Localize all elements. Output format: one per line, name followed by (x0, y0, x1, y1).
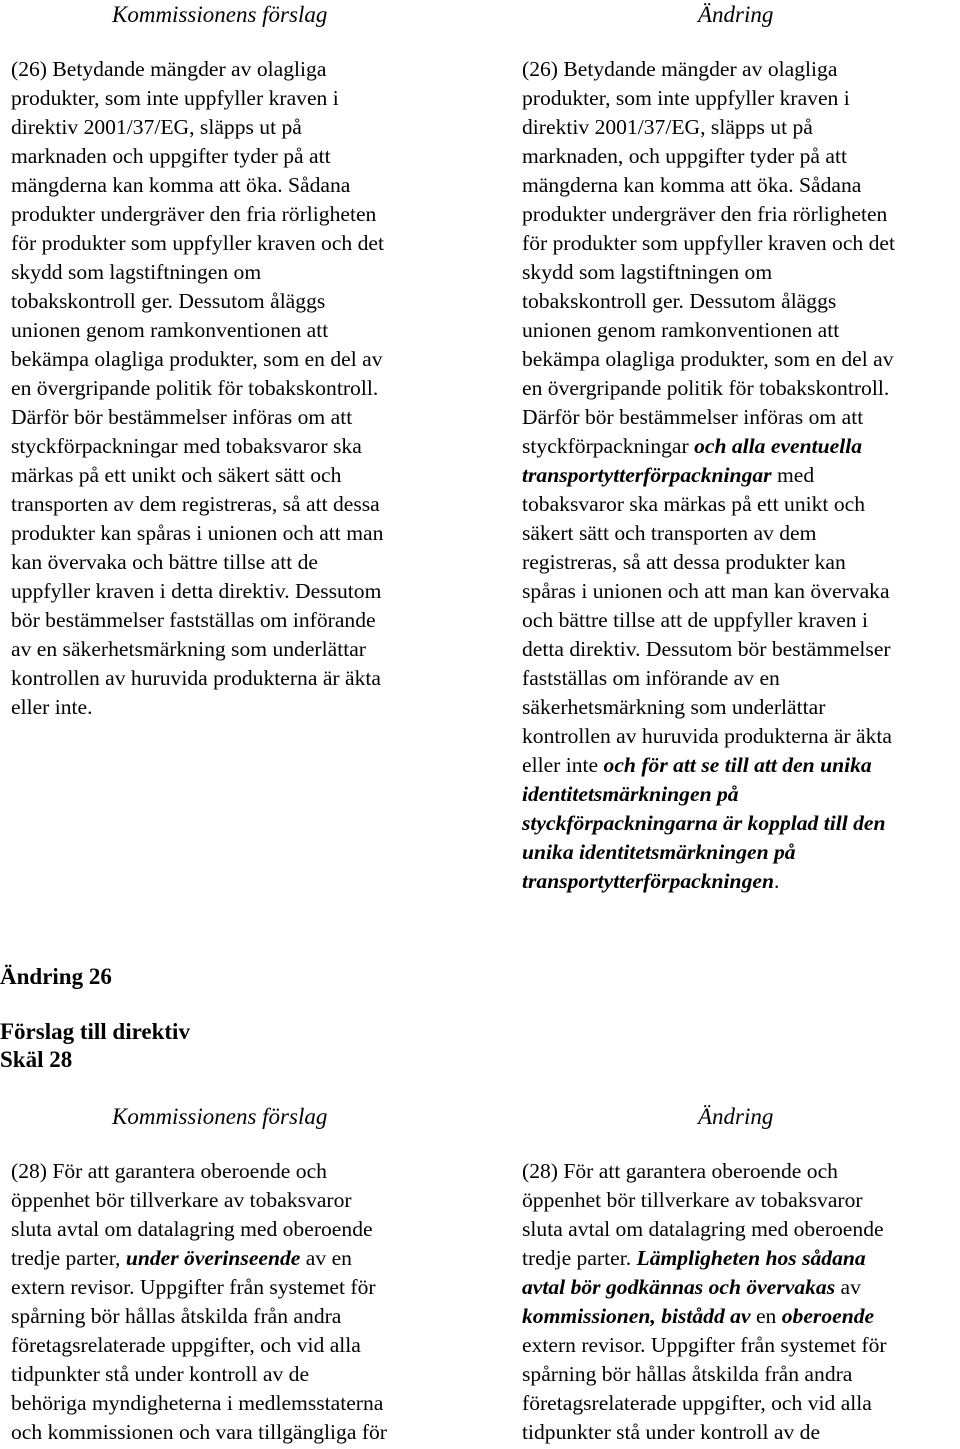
text-line: direktiv 2001/37/EG, släpps ut på (11, 115, 302, 139)
emphasized-text: Lämpligheten hos sådana (636, 1246, 866, 1270)
right-column-header-2: Ändring (698, 1104, 774, 1129)
text-line: produkter kan spåras i unionen och att man (11, 521, 384, 545)
text-line (11, 1389, 387, 1418)
text-segment: fastställas om införande av en (522, 666, 780, 690)
text-segment: . (773, 869, 780, 893)
emphasized-text: under överinseende (125, 1246, 301, 1270)
text-segment: kontrollen av huruvida produkterna är äkta (522, 724, 892, 748)
text-segment: (28) För att garantera oberoende och (522, 1159, 838, 1183)
text-line (522, 1157, 887, 1186)
text-segment: eller inte (522, 753, 604, 777)
emphasized-text: styckförpackningarna är kopplad till den (522, 811, 886, 835)
text-segment: direktiv 2001/37/EG, släpps ut på (522, 115, 813, 139)
text-segment: unionen genom ramkonventionen att (522, 318, 840, 342)
text-line: produkter, som inte uppfyller kraven i (11, 86, 339, 110)
text-segment: av en (300, 1246, 352, 1270)
text-line (11, 1302, 387, 1331)
text-segment: tidpunkter stå under kontroll av de (522, 1420, 821, 1444)
text-segment: produkter undergräver den fria rörligheten (522, 202, 888, 226)
emphasized-text: unika identitetsmärkningen på (522, 840, 796, 864)
text-segment: marknaden, och uppgifter tyder på att (522, 144, 847, 168)
text-line (522, 693, 895, 722)
text-line (522, 432, 895, 461)
text-line (522, 780, 895, 809)
emphasized-text: oberoende (781, 1304, 875, 1328)
text-line: marknaden och uppgifter tyder på att (11, 144, 331, 168)
emphasized-text: avtal bör godkännas och övervakas (522, 1275, 836, 1299)
text-line: bör bestämmelser fastställas om införande (11, 608, 376, 632)
text-line (522, 1389, 887, 1418)
text-segment: mängderna kan komma att öka. Sådana (522, 173, 862, 197)
proposal-title: Förslag till direktiv (0, 1019, 190, 1044)
text-segment: för produkter som uppfyller kraven och det (522, 231, 895, 255)
text-line (522, 200, 895, 229)
emphasized-text: och för att se till att den unika (603, 753, 872, 777)
text-line (522, 345, 895, 374)
text-line (11, 1418, 387, 1447)
text-line (522, 113, 895, 142)
emphasized-text: och alla eventuella (694, 434, 863, 458)
text-line: styckförpackningar med tobaksvaror ska (11, 434, 362, 458)
text-line (522, 751, 895, 780)
text-line (522, 548, 895, 577)
text-segment: sluta avtal om datalagring med oberoende (522, 1217, 884, 1241)
text-line (522, 809, 895, 838)
left-column-header-2: Kommissionens förslag (112, 1104, 328, 1129)
text-line (522, 1418, 887, 1447)
text-line (11, 1273, 387, 1302)
text-segment: produkter, som inte uppfyller kraven i (522, 86, 850, 110)
text-segment: (26) Betydande mängder av olagliga (522, 57, 838, 81)
text-line (522, 722, 895, 751)
text-line (522, 606, 895, 635)
text-segment: registreras, så att dessa produkter kan (522, 550, 846, 574)
text-segment: tidpunkter stå under kontroll av de (11, 1362, 310, 1386)
text-line (522, 461, 895, 490)
text-line: mängderna kan komma att öka. Sådana (11, 173, 351, 197)
amendment-recital-28 (522, 1157, 887, 1447)
left-column-header: Kommissionens förslag (112, 2, 328, 27)
text-line (11, 1360, 387, 1389)
text-line (11, 1186, 387, 1215)
commission-proposal-recital-28 (11, 1157, 387, 1447)
text-line (11, 1331, 387, 1360)
recital-reference: Skäl 28 (0, 1047, 73, 1072)
text-line (522, 229, 895, 258)
text-line (522, 374, 895, 403)
text-segment: säkerhetsmärkning som underlättar (522, 695, 826, 719)
text-line (522, 171, 895, 200)
text-segment: sluta avtal om datalagring med oberoende (11, 1217, 373, 1241)
text-segment: skydd som lagstiftningen om (522, 260, 773, 284)
text-segment: öppenhet bör tillverkare av tobaksvaror (522, 1188, 863, 1212)
text-segment: en (750, 1304, 782, 1328)
text-line (11, 1157, 387, 1186)
text-line (522, 287, 895, 316)
text-segment: tobaksvaror ska märkas på ett unikt och (522, 492, 866, 516)
text-segment: tobakskontroll ger. Dessutom åläggs (522, 289, 837, 313)
amendment-number: Ändring 26 (0, 964, 112, 989)
text-line (522, 635, 895, 664)
text-line (522, 838, 895, 867)
text-line: en övergripande politik för tobakskontroll. (11, 376, 379, 400)
text-line (522, 142, 895, 171)
text-line (522, 867, 895, 896)
amendment-recital-26 (522, 55, 895, 896)
text-line (522, 1331, 887, 1360)
text-line (522, 1215, 887, 1244)
text-segment: och bättre tillse att de uppfyller kraven i (522, 608, 868, 632)
emphasized-text: transportytterförpackningen (522, 869, 774, 893)
text-segment: öppenhet bör tillverkare av tobaksvaror (11, 1188, 352, 1212)
text-line (522, 84, 895, 113)
text-line (522, 1360, 887, 1389)
text-line: tobakskontroll ger. Dessutom åläggs (11, 289, 326, 313)
text-segment: bekämpa olagliga produkter, som en del av (522, 347, 894, 371)
text-segment: styckförpackningar (522, 434, 695, 458)
commission-proposal-recital-26 (11, 55, 384, 722)
text-segment: spårning bör hållas åtskilda från andra (11, 1304, 342, 1328)
text-line: (26) Betydande mängder av olagliga (11, 57, 327, 81)
text-segment: behöriga myndigheterna i medlemsstaterna (11, 1391, 384, 1415)
text-segment: spårning bör hållas åtskilda från andra (522, 1362, 853, 1386)
text-line (522, 1244, 887, 1273)
text-line (522, 664, 895, 693)
text-segment: en övergripande politik för tobakskontroll. (522, 376, 890, 400)
text-line: av en säkerhetsmärkning som underlättar (11, 637, 366, 661)
text-line: kan övervaka och bättre tillse att de (11, 550, 318, 574)
text-line: eller inte. (11, 695, 93, 719)
text-segment: extern revisor. Uppgifter från systemet för (11, 1275, 376, 1299)
text-line (522, 519, 895, 548)
text-segment: extern revisor. Uppgifter från systemet för (522, 1333, 887, 1357)
text-segment: (28) För att garantera oberoende och (11, 1159, 327, 1183)
text-segment: tredje parter, (11, 1246, 126, 1270)
text-line (522, 1302, 887, 1331)
text-segment: säkert sätt och transporten av dem (522, 521, 817, 545)
text-segment: av (835, 1275, 861, 1299)
text-line (522, 55, 895, 84)
text-line (522, 1273, 887, 1302)
text-segment: och kommissionen och vara tillgängliga för (11, 1420, 388, 1444)
text-line (11, 1244, 387, 1273)
text-line: transporten av dem registreras, så att dessa (11, 492, 380, 516)
text-line: kontrollen av huruvida produkterna är äkta (11, 666, 381, 690)
text-line (522, 1186, 887, 1215)
text-segment: med (771, 463, 815, 487)
right-column-header: Ändring (698, 2, 774, 27)
text-line (522, 316, 895, 345)
text-line (522, 258, 895, 287)
emphasized-text: kommissionen, bistådd av (522, 1304, 751, 1328)
emphasized-text: identitetsmärkningen på (522, 782, 739, 806)
text-line: märkas på ett unikt och säkert sätt och (11, 463, 342, 487)
text-segment: detta direktiv. Dessutom bör bestämmelser (522, 637, 891, 661)
text-line (522, 403, 895, 432)
text-line (522, 577, 895, 606)
text-segment: företagsrelaterade uppgifter, och vid alla (11, 1333, 361, 1357)
text-line: bekämpa olagliga produkter, som en del av (11, 347, 383, 371)
text-line: unionen genom ramkonventionen att (11, 318, 329, 342)
text-segment: företagsrelaterade uppgifter, och vid alla (522, 1391, 872, 1415)
text-segment: Därför bör bestämmelser införas om att (522, 405, 864, 429)
text-line: skydd som lagstiftningen om (11, 260, 262, 284)
text-segment: tredje parter. (522, 1246, 637, 1270)
text-line: Därför bör bestämmelser införas om att (11, 405, 353, 429)
text-line (11, 1215, 387, 1244)
text-segment: spåras i unionen och att man kan övervaka (522, 579, 890, 603)
text-line: för produkter som uppfyller kraven och det (11, 231, 384, 255)
text-line: produkter undergräver den fria rörligheten (11, 202, 377, 226)
text-line (522, 490, 895, 519)
emphasized-text: transportytterförpackningar (522, 463, 772, 487)
text-line: uppfyller kraven i detta direktiv. Dessutom (11, 579, 382, 603)
